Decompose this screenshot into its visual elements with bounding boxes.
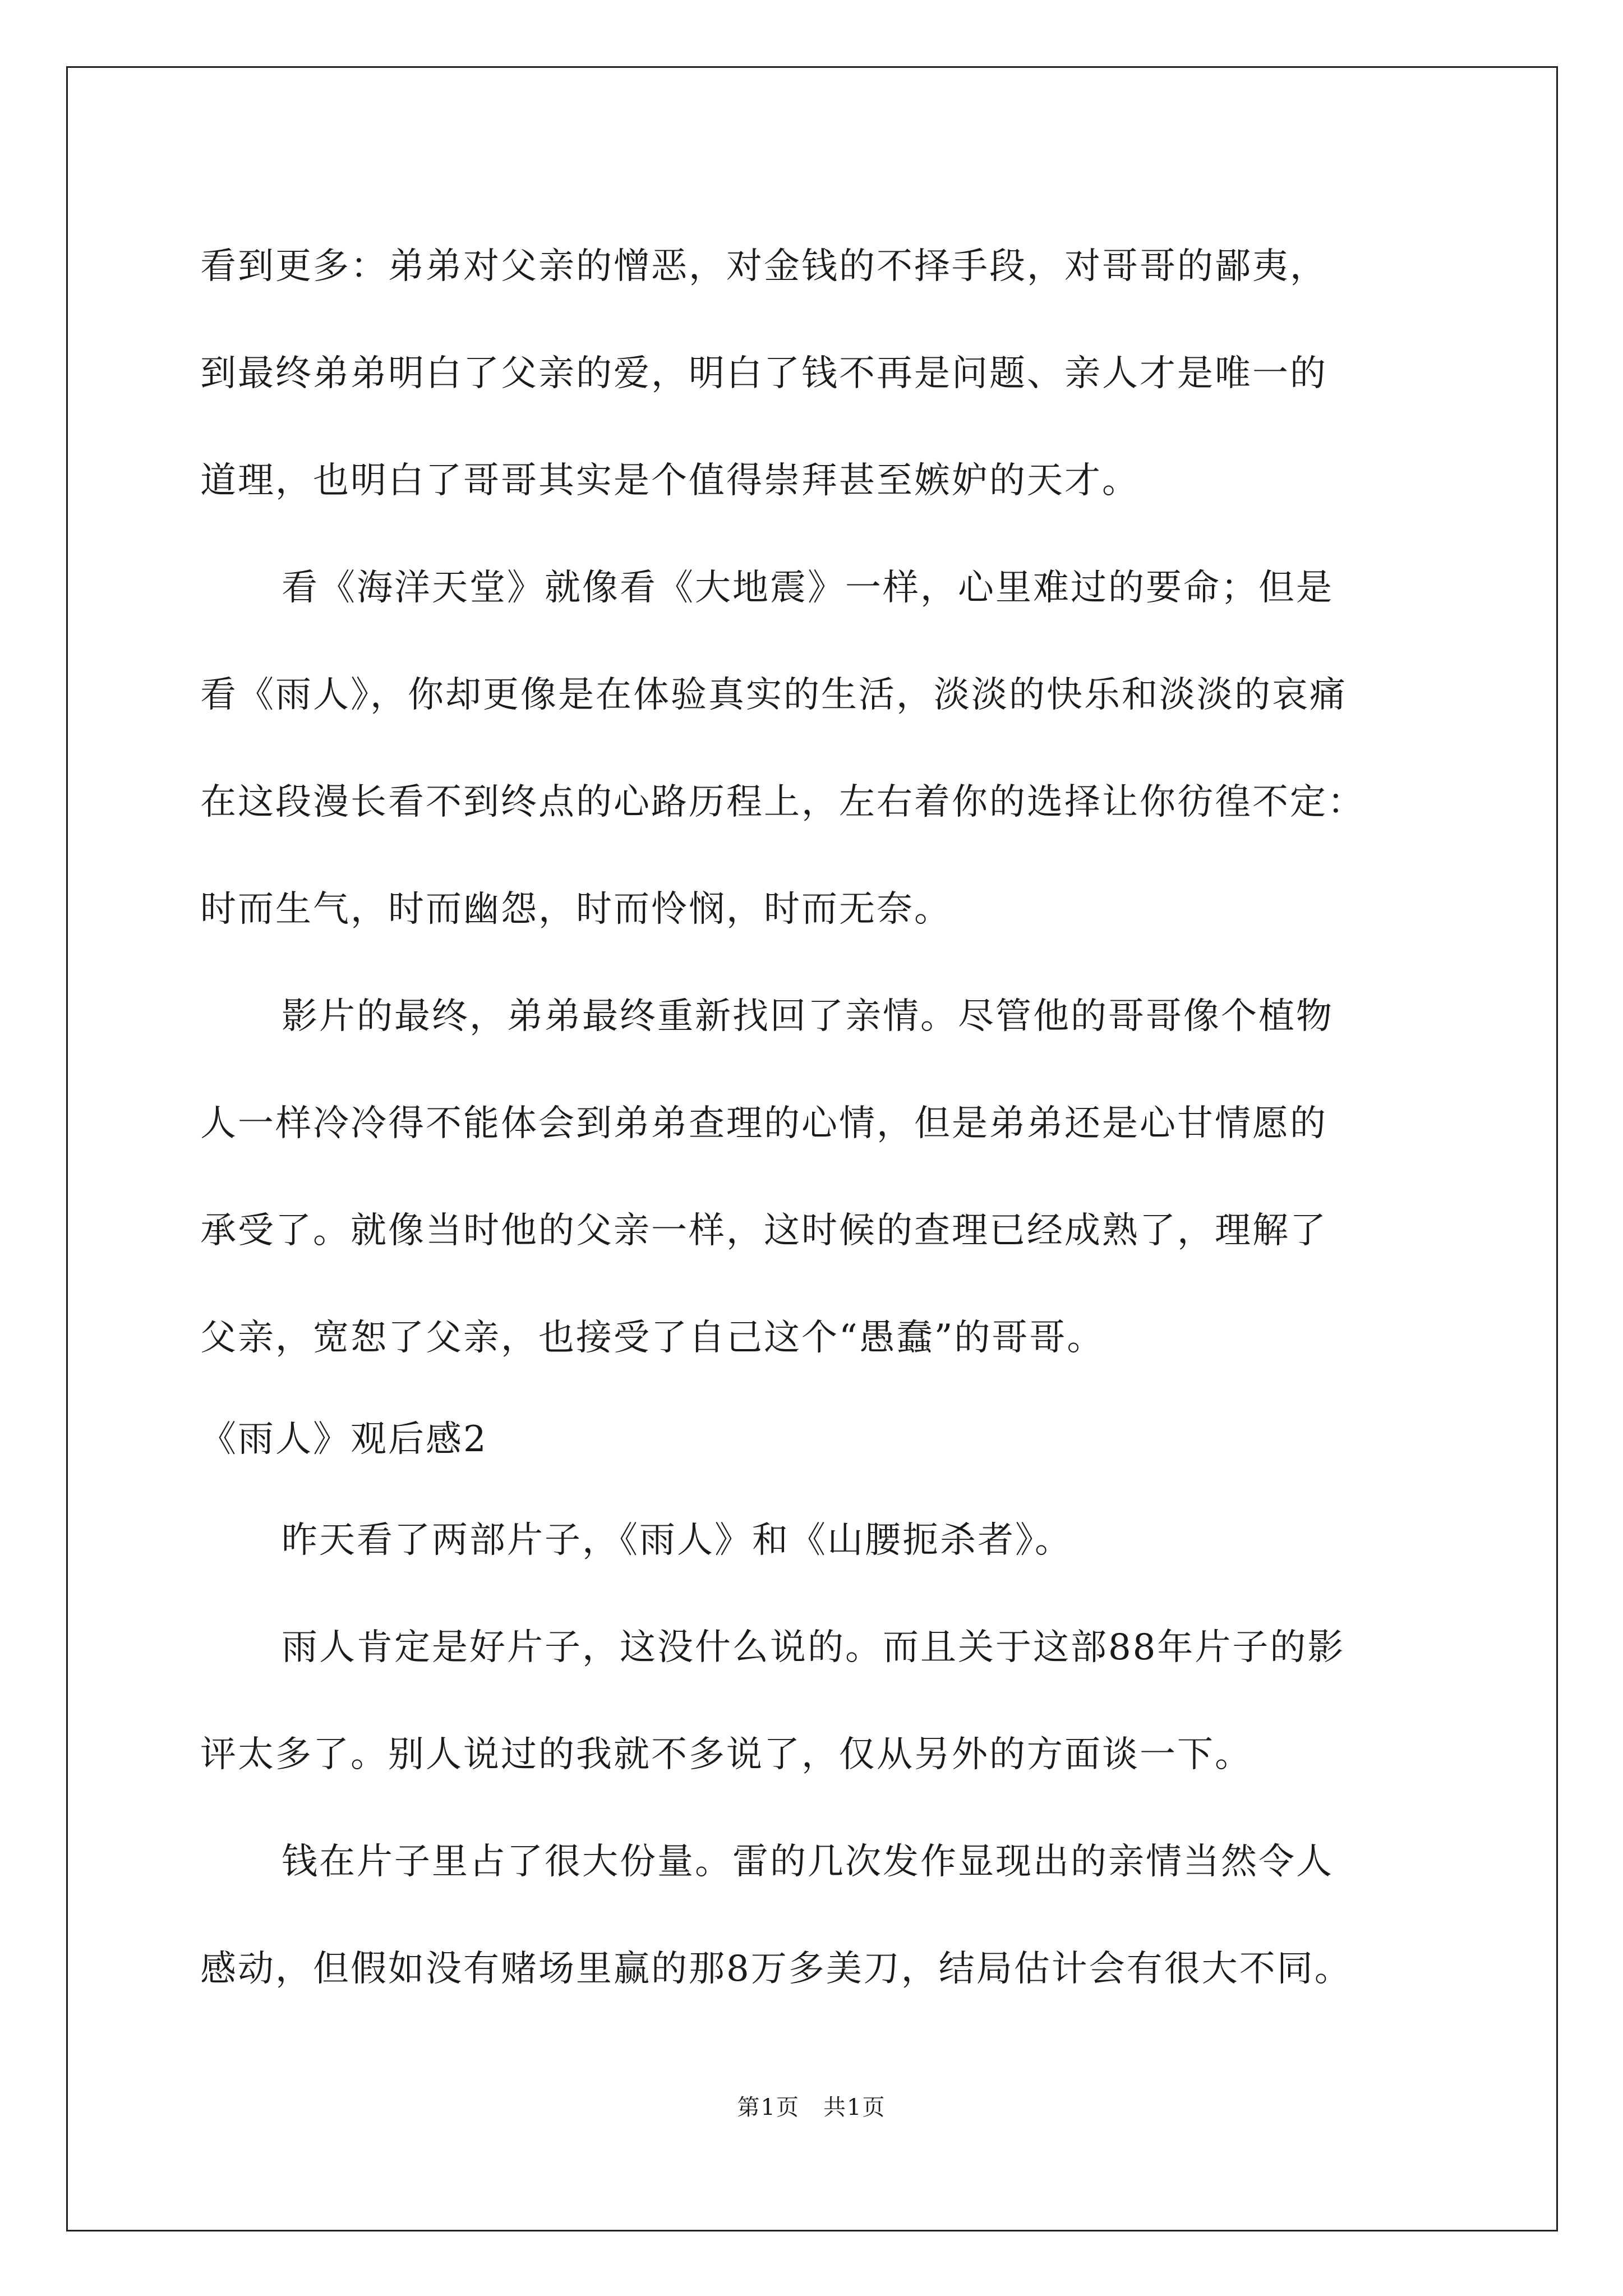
text-line: 看《雨人》，你却更像是在体验真实的生活，淡淡的快乐和淡淡的哀痛 [200,674,1347,716]
section-heading: 《雨人》观后感2 [200,1419,488,1460]
text-line: 评太多了。别人说过的我就不多说了，仅从另外的方面谈一下。 [200,1734,1252,1775]
text-line: 人一样冷冷得不能体会到弟弟查理的心情，但是弟弟还是心甘情愿的 [200,1103,1327,1144]
document-body [200,213,1456,2023]
text-line: 昨天看了两部片子，《雨人》和《山腰扼杀者》。 [282,1520,1072,1561]
text-line: 道理，也明白了哥哥其实是个值得崇拜甚至嫉妒的天才。 [200,460,1140,501]
text-line: 承受了。就像当时他的父亲一样，这时候的查理已经成熟了，理解了 [200,1210,1327,1251]
text-line: 在这段漫长看不到终点的心路历程上，左右着你的选择让你彷徨不定： [200,781,1365,823]
page-footer: 第1页 共1页 [737,2095,886,2120]
essay-part-2 [200,1487,1456,2023]
text-line: 雨人肯定是好片子，这没什么说的。而且关于这部88年片子的影 [282,1627,1345,1668]
text-line: 看《海洋天堂》就像看《大地震》一样，心里难过的要命；但是 [282,567,1334,609]
text-line: 影片的最终，弟弟最终重新找回了亲情。尽管他的哥哥像个植物 [282,996,1334,1037]
text-line: 看到更多：弟弟对父亲的憎恶，对金钱的不择手段，对哥哥的鄙夷， [200,246,1327,287]
essay-part-1 [200,213,1456,1392]
text-line: 到最终弟弟明白了父亲的爱，明白了钱不再是问题、亲人才是唯一的 [200,353,1327,394]
text-line: 钱在片子里占了很大份量。雷的几次发作显现出的亲情当然令人 [282,1841,1334,1883]
text-line: 感动，但假如没有赌场里赢的那8万多美刀，结局估计会有很大不同。 [200,1948,1352,1990]
text-line: 时而生气，时而幽怨，时而怜悯，时而无奈。 [200,889,952,930]
text-line: 父亲，宽恕了父亲，也接受了自己这个“愚蠢”的哥哥。 [200,1317,1105,1359]
